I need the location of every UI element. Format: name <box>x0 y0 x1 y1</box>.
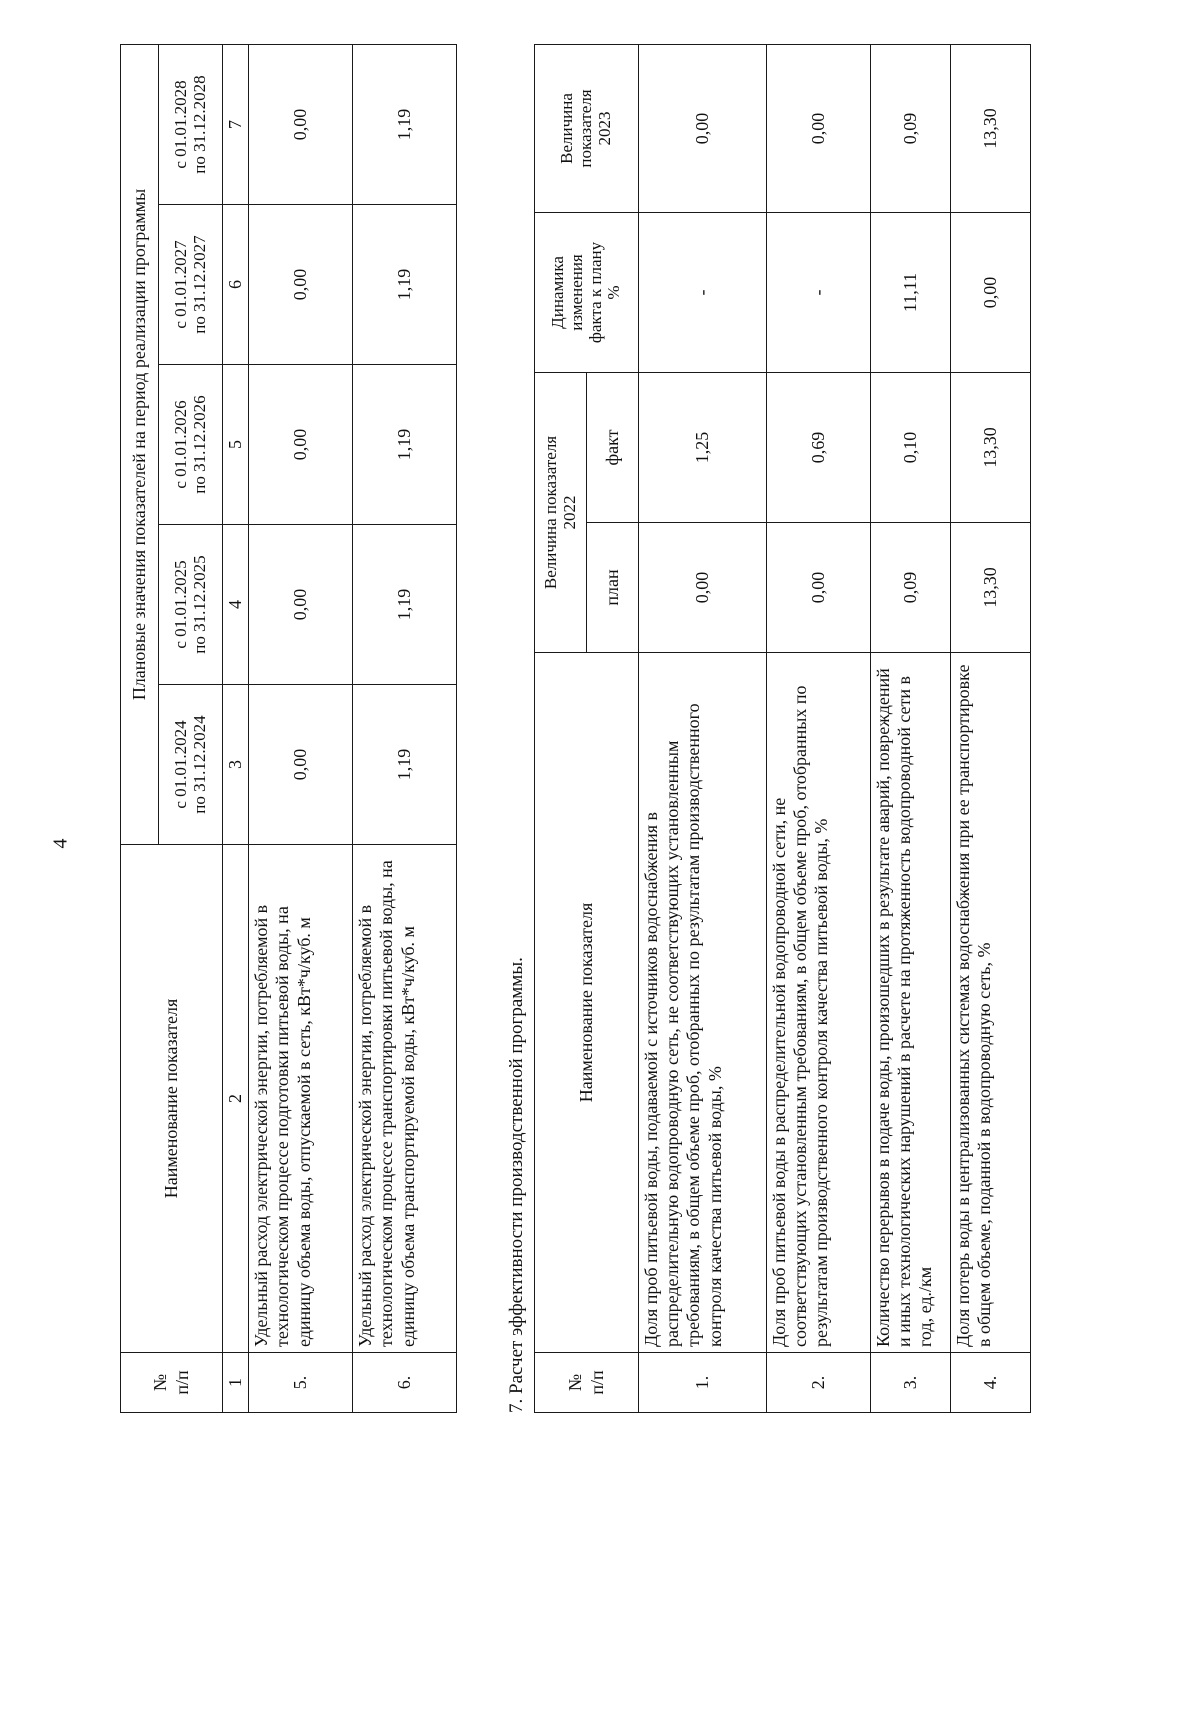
dynamics-value: - <box>767 213 871 373</box>
col-header-name: Наименование показателя <box>535 653 639 1353</box>
plan-value: 0,00 <box>639 523 767 653</box>
col-header-num-label: № п/п <box>565 1370 607 1395</box>
col-header-planned-group: Плановые значения показателей на период реализации программы <box>121 45 159 845</box>
dynamics-value: 0,00 <box>951 213 1031 373</box>
indicator-name: Доля проб питьевой воды в распределительной водопроводной сети, не соответствующих установленным требованиям, в общем объеме проб, отобранных по результатам производственного контроля качества питьевой воды, % <box>767 653 871 1353</box>
indicator-name: Доля потерь воды в централизованных системах водоснабжения при ее транспортировке в общем объеме, поданной в водопроводную сеть, % <box>951 653 1031 1353</box>
table-row <box>353 45 457 1413</box>
indicator-value: 0,00 <box>249 365 353 525</box>
table-row <box>767 45 871 1413</box>
page-number: 4 <box>49 838 72 849</box>
value-2023: 0,00 <box>639 45 767 213</box>
row-number: 4. <box>951 1353 1031 1413</box>
fact-value: 0,69 <box>767 373 871 523</box>
column-number: 3 <box>223 685 249 845</box>
table-row <box>249 45 353 1413</box>
col-header-dynamics: Динамика изменения факта к плану % <box>535 213 639 373</box>
col-header-plan: план <box>587 523 639 653</box>
indicator-value: 1,19 <box>353 525 457 685</box>
indicator-value: 0,00 <box>249 525 353 685</box>
indicator-value: 1,19 <box>353 45 457 205</box>
value-2023: 0,00 <box>767 45 871 213</box>
fact-value: 1,25 <box>639 373 767 523</box>
col-header-num <box>121 1353 223 1413</box>
value-2023: 0,09 <box>871 45 951 213</box>
indicator-value: 0,00 <box>249 45 353 205</box>
dynamics-value: 11,11 <box>871 213 951 373</box>
row-number: 1. <box>639 1353 767 1413</box>
indicator-value: 1,19 <box>353 205 457 365</box>
col-header-period-2028: с 01.01.2028 по 31.12.2028 <box>159 45 223 205</box>
column-number: 1 <box>223 1353 249 1413</box>
col-header-name: Наименование показателя <box>121 845 223 1353</box>
col-header-period-2024: с 01.01.2024 по 31.12.2024 <box>159 685 223 845</box>
indicator-name: Удельный расход электрической энергии, потребляемой в технологическом процессе транспортировки питьевой воды, на единицу объема транспортируемой воды, кВт*ч/куб. м <box>353 845 457 1353</box>
column-number: 5 <box>223 365 249 525</box>
column-number: 4 <box>223 525 249 685</box>
row-number: 5. <box>249 1353 353 1413</box>
column-number: 2 <box>223 845 249 1353</box>
efficiency-calculation-table <box>534 44 1031 1413</box>
value-2023: 13,30 <box>951 45 1031 213</box>
table-row <box>639 45 767 1413</box>
indicator-name: Удельный расход электрической энергии, потребляемой в технологическом процессе подготовки питьевой воды, на единицу объема воды, отпускаемой в сеть, кВт*ч/куб. м <box>249 845 353 1353</box>
indicator-value: 0,00 <box>249 685 353 845</box>
col-header-period-2025: с 01.01.2025 по 31.12.2025 <box>159 525 223 685</box>
col-header-value-2022: Величина показателя 2022 <box>535 373 587 653</box>
row-number: 3. <box>871 1353 951 1413</box>
plan-value: 0,09 <box>871 523 951 653</box>
plan-value: 0,00 <box>767 523 871 653</box>
col-header-num-label: № п/п <box>150 1370 192 1395</box>
table-row <box>871 45 951 1413</box>
column-number-row <box>223 45 249 1413</box>
indicator-name: Доля проб питьевой воды, подаваемой с источников водоснабжения в распределительную водопроводную сеть, не соответствующих установленным требованиям, в общем объеме проб, отобранных по результатам производственного контроля качества питьевой воды, % <box>639 653 767 1353</box>
indicator-value: 1,19 <box>353 365 457 525</box>
indicator-name: Количество перерывов в подаче воды, произошедших в результате аварий, повреждений и иных технологических нарушений в расчете на протяженность водопроводной сети в год, ед./км <box>871 653 951 1353</box>
col-header-value-2023: Величина показателя 2023 <box>535 45 639 213</box>
indicator-value: 0,00 <box>249 205 353 365</box>
fact-value: 0,10 <box>871 373 951 523</box>
plan-value: 13,30 <box>951 523 1031 653</box>
row-number: 6. <box>353 1353 457 1413</box>
indicator-value: 1,19 <box>353 685 457 845</box>
dynamics-value: - <box>639 213 767 373</box>
col-header-period-2027: с 01.01.2027 по 31.12.2027 <box>159 205 223 365</box>
col-header-fact: факт <box>587 373 639 523</box>
col-header-period-2026: с 01.01.2026 по 31.12.2026 <box>159 365 223 525</box>
table-row <box>951 45 1031 1413</box>
row-number: 2. <box>767 1353 871 1413</box>
column-number: 7 <box>223 45 249 205</box>
planned-indicators-table <box>120 44 457 1413</box>
section-heading: 7. Расчет эффективности производственной программы. <box>506 957 527 1413</box>
column-number: 6 <box>223 205 249 365</box>
fact-value: 13,30 <box>951 373 1031 523</box>
col-header-num <box>535 1353 639 1413</box>
